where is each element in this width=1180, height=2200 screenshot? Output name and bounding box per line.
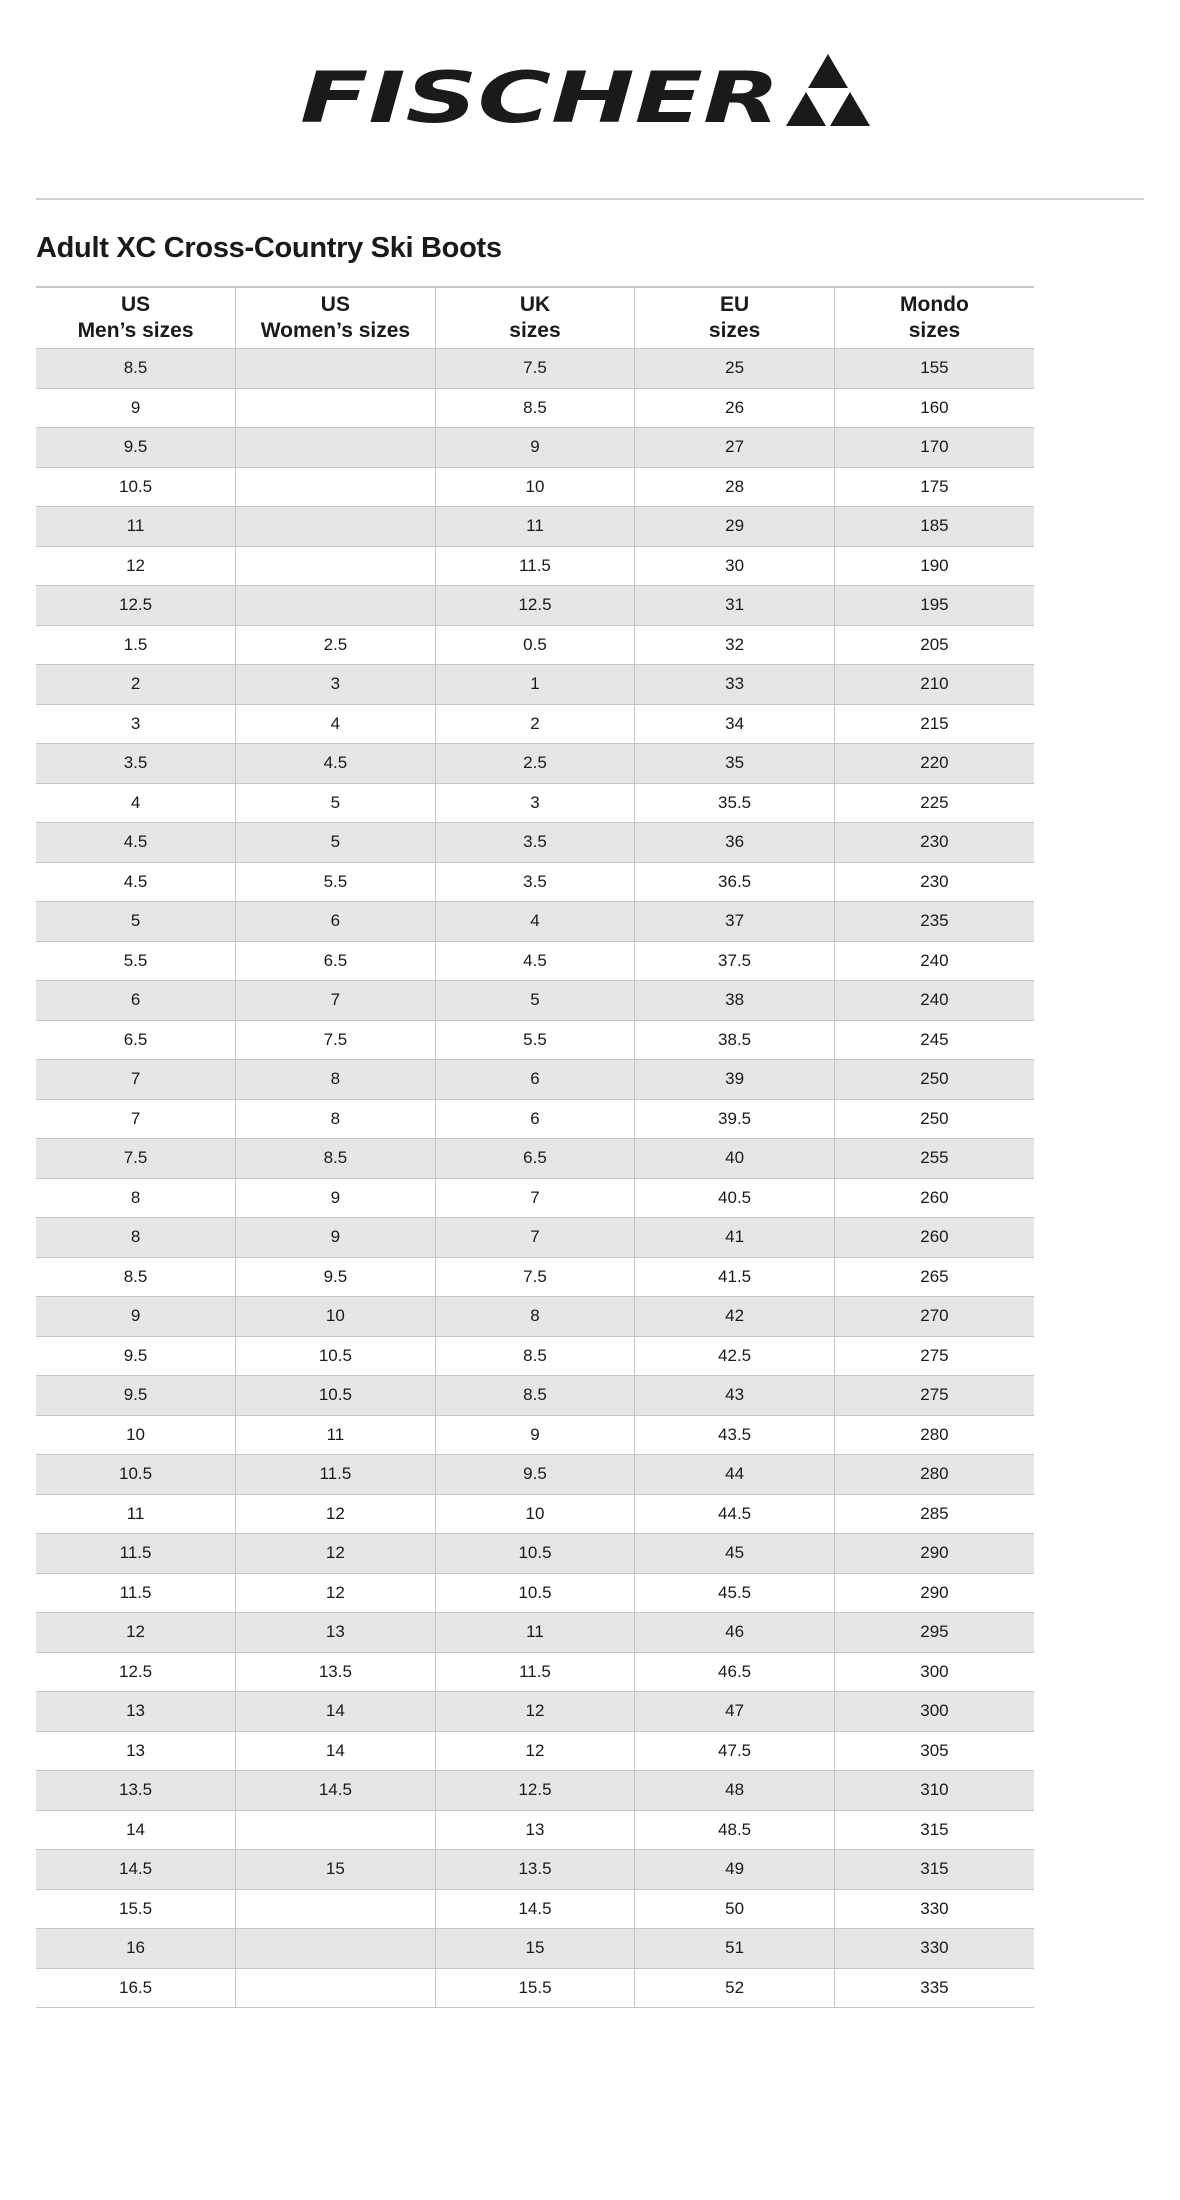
table-row bbox=[36, 1218, 1034, 1258]
table-cell: 225 bbox=[834, 783, 1034, 823]
table-cell: 3.5 bbox=[36, 744, 236, 784]
table-cell: 8.5 bbox=[236, 1139, 436, 1179]
table-cell: 3 bbox=[435, 783, 635, 823]
table-cell: 315 bbox=[834, 1850, 1034, 1890]
table-cell: 9 bbox=[236, 1178, 436, 1218]
table-row bbox=[36, 1060, 1034, 1100]
table-cell: 6.5 bbox=[236, 941, 436, 981]
table-cell: 9 bbox=[435, 1415, 635, 1455]
table-cell: 5.5 bbox=[36, 941, 236, 981]
table-row bbox=[36, 1297, 1034, 1337]
table-cell: 11.5 bbox=[236, 1455, 436, 1495]
table-row bbox=[36, 625, 1034, 665]
table-cell: 13.5 bbox=[236, 1652, 436, 1692]
column-header-system: US bbox=[320, 293, 350, 316]
table-cell: 48 bbox=[635, 1771, 835, 1811]
table-row bbox=[36, 862, 1034, 902]
table-cell: 2.5 bbox=[435, 744, 635, 784]
column-header bbox=[236, 287, 436, 349]
table-cell: 35 bbox=[635, 744, 835, 784]
table-cell: 11.5 bbox=[435, 546, 635, 586]
table-row bbox=[36, 507, 1034, 547]
table-row bbox=[36, 1534, 1034, 1574]
table-row bbox=[36, 1455, 1034, 1495]
table-cell: 42 bbox=[635, 1297, 835, 1337]
table-cell: 315 bbox=[834, 1810, 1034, 1850]
table-cell: 7 bbox=[36, 1099, 236, 1139]
table-cell: 39.5 bbox=[635, 1099, 835, 1139]
table-cell: 36 bbox=[635, 823, 835, 863]
table-row bbox=[36, 744, 1034, 784]
table-cell: 4 bbox=[36, 783, 236, 823]
table-cell: 13 bbox=[435, 1810, 635, 1850]
table-cell: 26 bbox=[635, 388, 835, 428]
table-cell: 280 bbox=[834, 1455, 1034, 1495]
table-cell: 240 bbox=[834, 981, 1034, 1021]
table-cell: 41.5 bbox=[635, 1257, 835, 1297]
table-row bbox=[36, 1494, 1034, 1534]
table-row bbox=[36, 467, 1034, 507]
table-cell: 51 bbox=[635, 1929, 835, 1969]
table-cell: 5 bbox=[435, 981, 635, 1021]
table-cell bbox=[236, 1810, 436, 1850]
table-cell: 27 bbox=[635, 428, 835, 468]
table-cell: 9 bbox=[36, 388, 236, 428]
table-cell: 8.5 bbox=[435, 1376, 635, 1416]
table-cell: 6 bbox=[236, 902, 436, 942]
column-header-system: Mondo bbox=[900, 293, 969, 316]
table-cell: 5 bbox=[36, 902, 236, 942]
table-cell bbox=[236, 1968, 436, 2008]
table-cell: 12 bbox=[236, 1534, 436, 1574]
table-cell: 290 bbox=[834, 1573, 1034, 1613]
column-header-subtitle: Men’s sizes bbox=[77, 319, 194, 342]
table-cell: 11 bbox=[36, 507, 236, 547]
column-header-system: UK bbox=[519, 293, 551, 316]
table-row bbox=[36, 665, 1034, 705]
table-cell: 0.5 bbox=[435, 625, 635, 665]
table-row bbox=[36, 1929, 1034, 1969]
table-row bbox=[36, 1020, 1034, 1060]
table-row bbox=[36, 1692, 1034, 1732]
table-cell: 12 bbox=[36, 1613, 236, 1653]
table-cell: 10 bbox=[435, 1494, 635, 1534]
table-cell: 9.5 bbox=[236, 1257, 436, 1297]
table-cell: 4.5 bbox=[435, 941, 635, 981]
table-cell: 46 bbox=[635, 1613, 835, 1653]
table-cell: 44 bbox=[635, 1455, 835, 1495]
table-cell: 11.5 bbox=[36, 1573, 236, 1613]
table-row bbox=[36, 1336, 1034, 1376]
table-cell: 4 bbox=[236, 704, 436, 744]
page-title: Adult XC Cross-Country Ski Boots bbox=[36, 232, 502, 264]
table-row bbox=[36, 1731, 1034, 1771]
table-cell: 3.5 bbox=[435, 862, 635, 902]
table-cell: 2.5 bbox=[236, 625, 436, 665]
table-cell: 215 bbox=[834, 704, 1034, 744]
table-cell: 2 bbox=[435, 704, 635, 744]
table-cell: 14 bbox=[236, 1692, 436, 1732]
table-cell: 3.5 bbox=[435, 823, 635, 863]
column-header-subtitle: sizes bbox=[509, 319, 561, 342]
size-chart-header bbox=[36, 287, 1034, 349]
table-cell bbox=[236, 546, 436, 586]
table-cell: 7.5 bbox=[435, 349, 635, 389]
table-cell: 210 bbox=[834, 665, 1034, 705]
table-cell: 13 bbox=[36, 1731, 236, 1771]
column-header-subtitle: Women’s sizes bbox=[260, 319, 411, 342]
table-cell: 9 bbox=[36, 1297, 236, 1337]
table-cell: 28 bbox=[635, 467, 835, 507]
table-row bbox=[36, 349, 1034, 389]
header-divider bbox=[36, 198, 1144, 200]
table-cell: 8.5 bbox=[36, 1257, 236, 1297]
column-header bbox=[635, 287, 835, 349]
table-cell: 10 bbox=[36, 1415, 236, 1455]
table-cell: 11 bbox=[435, 507, 635, 547]
table-cell: 12 bbox=[236, 1573, 436, 1613]
table-cell: 8 bbox=[36, 1218, 236, 1258]
table-cell: 30 bbox=[635, 546, 835, 586]
header-row bbox=[36, 287, 1034, 349]
table-cell: 1.5 bbox=[36, 625, 236, 665]
table-row bbox=[36, 902, 1034, 942]
table-row bbox=[36, 823, 1034, 863]
table-cell: 265 bbox=[834, 1257, 1034, 1297]
table-cell bbox=[236, 349, 436, 389]
table-cell: 10.5 bbox=[435, 1534, 635, 1574]
table-cell: 36.5 bbox=[635, 862, 835, 902]
table-row bbox=[36, 1889, 1034, 1929]
table-cell: 260 bbox=[834, 1178, 1034, 1218]
table-row bbox=[36, 1178, 1034, 1218]
table-cell: 40.5 bbox=[635, 1178, 835, 1218]
table-cell: 10 bbox=[236, 1297, 436, 1337]
table-cell: 11.5 bbox=[36, 1534, 236, 1574]
table-cell: 10.5 bbox=[236, 1336, 436, 1376]
table-cell: 12.5 bbox=[435, 586, 635, 626]
table-cell: 305 bbox=[834, 1731, 1034, 1771]
table-cell: 5.5 bbox=[435, 1020, 635, 1060]
table-cell: 275 bbox=[834, 1336, 1034, 1376]
table-cell bbox=[236, 467, 436, 507]
table-cell: 47 bbox=[635, 1692, 835, 1732]
table-cell: 285 bbox=[834, 1494, 1034, 1534]
table-cell: 160 bbox=[834, 388, 1034, 428]
table-cell: 12 bbox=[435, 1731, 635, 1771]
table-cell: 11 bbox=[36, 1494, 236, 1534]
table-cell: 46.5 bbox=[635, 1652, 835, 1692]
table-cell: 47.5 bbox=[635, 1731, 835, 1771]
table-cell: 4.5 bbox=[36, 823, 236, 863]
table-cell: 9.5 bbox=[36, 1336, 236, 1376]
table-cell: 15 bbox=[236, 1850, 436, 1890]
table-cell: 8 bbox=[236, 1099, 436, 1139]
table-cell: 235 bbox=[834, 902, 1034, 942]
table-cell: 38 bbox=[635, 981, 835, 1021]
table-row bbox=[36, 1810, 1034, 1850]
table-cell: 6.5 bbox=[36, 1020, 236, 1060]
table-cell: 8 bbox=[236, 1060, 436, 1100]
table-cell bbox=[236, 388, 436, 428]
table-cell: 44.5 bbox=[635, 1494, 835, 1534]
table-cell: 250 bbox=[834, 1099, 1034, 1139]
table-cell: 7 bbox=[36, 1060, 236, 1100]
table-cell: 8.5 bbox=[435, 1336, 635, 1376]
table-cell: 245 bbox=[834, 1020, 1034, 1060]
table-cell: 6 bbox=[36, 981, 236, 1021]
table-cell: 220 bbox=[834, 744, 1034, 784]
table-cell: 14 bbox=[36, 1810, 236, 1850]
table-cell: 39 bbox=[635, 1060, 835, 1100]
table-cell: 290 bbox=[834, 1534, 1034, 1574]
table-cell: 5 bbox=[236, 783, 436, 823]
table-cell: 3 bbox=[236, 665, 436, 705]
table-cell: 41 bbox=[635, 1218, 835, 1258]
size-chart-body bbox=[36, 349, 1034, 2008]
table-cell: 10.5 bbox=[435, 1573, 635, 1613]
table-row bbox=[36, 546, 1034, 586]
table-cell: 175 bbox=[834, 467, 1034, 507]
table-cell: 14.5 bbox=[435, 1889, 635, 1929]
table-cell: 6.5 bbox=[435, 1139, 635, 1179]
table-cell: 37.5 bbox=[635, 941, 835, 981]
brand-logo bbox=[300, 50, 880, 130]
table-cell: 16.5 bbox=[36, 1968, 236, 2008]
table-row bbox=[36, 1968, 1034, 2008]
table-cell: 4 bbox=[435, 902, 635, 942]
table-cell: 29 bbox=[635, 507, 835, 547]
table-cell: 12.5 bbox=[36, 1652, 236, 1692]
table-cell: 5.5 bbox=[236, 862, 436, 902]
table-row bbox=[36, 1573, 1034, 1613]
table-cell bbox=[236, 1929, 436, 1969]
table-cell: 52 bbox=[635, 1968, 835, 2008]
table-cell: 2 bbox=[36, 665, 236, 705]
table-cell: 155 bbox=[834, 349, 1034, 389]
table-cell: 170 bbox=[834, 428, 1034, 468]
table-cell: 43 bbox=[635, 1376, 835, 1416]
table-cell: 330 bbox=[834, 1929, 1034, 1969]
table-cell: 1 bbox=[435, 665, 635, 705]
table-cell: 3 bbox=[36, 704, 236, 744]
table-cell: 48.5 bbox=[635, 1810, 835, 1850]
table-row bbox=[36, 1376, 1034, 1416]
table-cell: 15.5 bbox=[36, 1889, 236, 1929]
table-cell: 240 bbox=[834, 941, 1034, 981]
column-header bbox=[435, 287, 635, 349]
table-cell: 12 bbox=[236, 1494, 436, 1534]
table-cell: 43.5 bbox=[635, 1415, 835, 1455]
table-cell: 9.5 bbox=[36, 428, 236, 468]
table-cell: 15 bbox=[435, 1929, 635, 1969]
table-cell: 9.5 bbox=[36, 1376, 236, 1416]
table-cell: 15.5 bbox=[435, 1968, 635, 2008]
table-cell: 260 bbox=[834, 1218, 1034, 1258]
table-row bbox=[36, 1415, 1034, 1455]
table-cell: 7 bbox=[435, 1178, 635, 1218]
table-cell: 6 bbox=[435, 1060, 635, 1100]
table-row bbox=[36, 388, 1034, 428]
table-cell: 205 bbox=[834, 625, 1034, 665]
table-cell bbox=[236, 507, 436, 547]
table-cell: 330 bbox=[834, 1889, 1034, 1929]
table-cell bbox=[236, 1889, 436, 1929]
table-cell: 250 bbox=[834, 1060, 1034, 1100]
table-row bbox=[36, 1139, 1034, 1179]
size-chart-table bbox=[36, 286, 1034, 2008]
table-cell: 45.5 bbox=[635, 1573, 835, 1613]
table-cell: 49 bbox=[635, 1850, 835, 1890]
column-header-system: US bbox=[120, 293, 151, 316]
table-cell: 335 bbox=[834, 1968, 1034, 2008]
table-cell: 10.5 bbox=[236, 1376, 436, 1416]
table-cell: 13 bbox=[36, 1692, 236, 1732]
table-row bbox=[36, 981, 1034, 1021]
table-row bbox=[36, 941, 1034, 981]
table-cell: 11.5 bbox=[435, 1652, 635, 1692]
table-cell: 300 bbox=[834, 1652, 1034, 1692]
table-row bbox=[36, 704, 1034, 744]
table-cell: 280 bbox=[834, 1415, 1034, 1455]
table-cell: 8.5 bbox=[435, 388, 635, 428]
table-cell: 13.5 bbox=[36, 1771, 236, 1811]
table-row bbox=[36, 1257, 1034, 1297]
table-cell: 16 bbox=[36, 1929, 236, 1969]
table-cell: 10 bbox=[435, 467, 635, 507]
table-cell: 11 bbox=[236, 1415, 436, 1455]
table-cell: 8 bbox=[36, 1178, 236, 1218]
logo-wordmark: FISCHER bbox=[300, 57, 780, 130]
table-cell: 14.5 bbox=[36, 1850, 236, 1890]
fischer-logo bbox=[300, 50, 880, 130]
table-cell: 295 bbox=[834, 1613, 1034, 1653]
table-cell: 230 bbox=[834, 823, 1034, 863]
table-cell: 8.5 bbox=[36, 349, 236, 389]
table-cell: 255 bbox=[834, 1139, 1034, 1179]
table-cell: 45 bbox=[635, 1534, 835, 1574]
table-cell: 10.5 bbox=[36, 467, 236, 507]
table-cell: 7 bbox=[236, 981, 436, 1021]
table-cell: 33 bbox=[635, 665, 835, 705]
table-cell: 190 bbox=[834, 546, 1034, 586]
table-cell bbox=[236, 586, 436, 626]
column-header bbox=[834, 287, 1034, 349]
table-cell: 10.5 bbox=[36, 1455, 236, 1495]
table-cell: 32 bbox=[635, 625, 835, 665]
column-header-subtitle: sizes bbox=[908, 319, 961, 342]
table-cell: 4.5 bbox=[236, 744, 436, 784]
table-cell: 50 bbox=[635, 1889, 835, 1929]
table-row bbox=[36, 1652, 1034, 1692]
table-cell: 8 bbox=[435, 1297, 635, 1337]
table-cell bbox=[236, 428, 436, 468]
table-cell: 38.5 bbox=[635, 1020, 835, 1060]
table-cell: 9 bbox=[236, 1218, 436, 1258]
table-row bbox=[36, 783, 1034, 823]
table-cell: 4.5 bbox=[36, 862, 236, 902]
table-cell: 42.5 bbox=[635, 1336, 835, 1376]
column-header-system: EU bbox=[719, 293, 750, 316]
table-cell: 310 bbox=[834, 1771, 1034, 1811]
table-cell: 7.5 bbox=[36, 1139, 236, 1179]
table-cell: 5 bbox=[236, 823, 436, 863]
table-cell: 13.5 bbox=[435, 1850, 635, 1890]
table-row bbox=[36, 1850, 1034, 1890]
table-cell: 185 bbox=[834, 507, 1034, 547]
table-cell: 275 bbox=[834, 1376, 1034, 1416]
table-cell: 195 bbox=[834, 586, 1034, 626]
table-cell: 12 bbox=[435, 1692, 635, 1732]
table-row bbox=[36, 1099, 1034, 1139]
table-row bbox=[36, 586, 1034, 626]
table-cell: 230 bbox=[834, 862, 1034, 902]
table-cell: 6 bbox=[435, 1099, 635, 1139]
table-cell: 14.5 bbox=[236, 1771, 436, 1811]
table-cell: 11 bbox=[435, 1613, 635, 1653]
table-cell: 9.5 bbox=[435, 1455, 635, 1495]
table-cell: 34 bbox=[635, 704, 835, 744]
table-cell: 25 bbox=[635, 349, 835, 389]
column-header bbox=[36, 287, 236, 349]
table-cell: 270 bbox=[834, 1297, 1034, 1337]
table-cell: 14 bbox=[236, 1731, 436, 1771]
table-cell: 7 bbox=[435, 1218, 635, 1258]
column-header-subtitle: sizes bbox=[708, 319, 761, 342]
triangle-emblem-icon bbox=[786, 54, 870, 126]
table-cell: 35.5 bbox=[635, 783, 835, 823]
table-cell: 7.5 bbox=[236, 1020, 436, 1060]
table-row bbox=[36, 1613, 1034, 1653]
table-cell: 31 bbox=[635, 586, 835, 626]
table-cell: 12 bbox=[36, 546, 236, 586]
table-row bbox=[36, 428, 1034, 468]
table-cell: 7.5 bbox=[435, 1257, 635, 1297]
table-cell: 37 bbox=[635, 902, 835, 942]
table-cell: 9 bbox=[435, 428, 635, 468]
table-cell: 12.5 bbox=[435, 1771, 635, 1811]
table-cell: 13 bbox=[236, 1613, 436, 1653]
table-cell: 300 bbox=[834, 1692, 1034, 1732]
table-cell: 12.5 bbox=[36, 586, 236, 626]
table-cell: 40 bbox=[635, 1139, 835, 1179]
table-row bbox=[36, 1771, 1034, 1811]
